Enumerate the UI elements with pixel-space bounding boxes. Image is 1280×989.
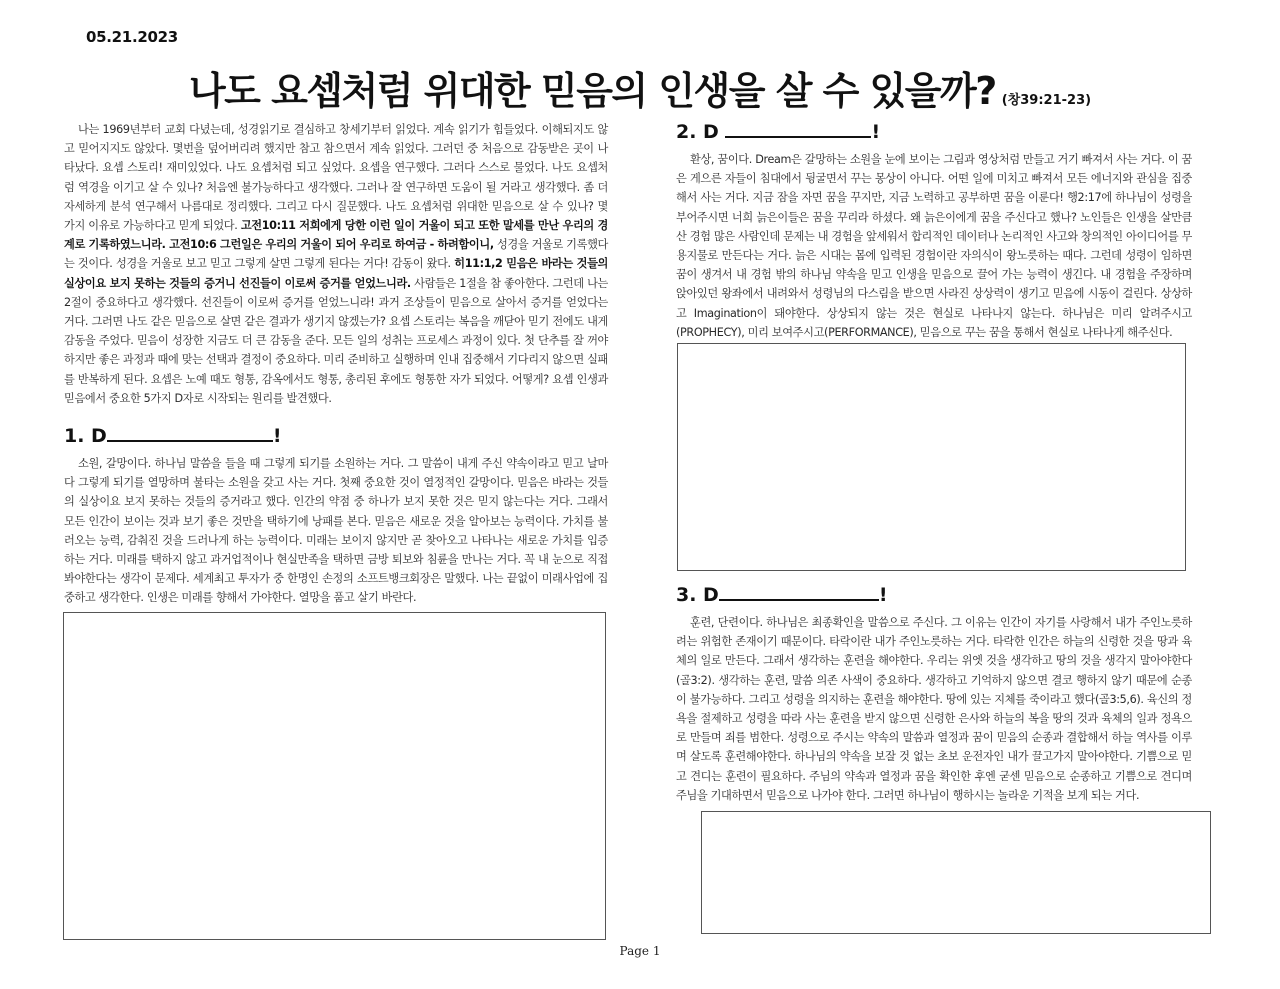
section-3-number: 3. D xyxy=(676,584,719,606)
section-3-end: ! xyxy=(878,584,888,606)
section-3-heading xyxy=(676,583,1192,609)
page-title: 나도 요셉처럼 위대한 믿음의 인생을 살 수 있을까? xyxy=(188,69,996,113)
scripture-reference: (창39:21-23) xyxy=(1001,93,1092,108)
intro-text: 나는 1969년부터 교회 다녔는데, 성경읽기로 결심하고 창세기부터 읽었다. 계속 읽기가 힘들었다. 이해되지도 않고 믿어지지도 않았다. 몇번을 덮어버리려 했지만 참고 참으면서 계속 읽었다. 그러던 중 처음으로 감동받은 곳이 나타났다. 요셉 스토리! 재미있었다. 나도 요셉처럼 되고 싶었다. 요셉을 연구했다. 그러다 스스로 물었다. 나도 요셉처럼 역경을 이기고 살 수 있나? 처음엔 불가능하다고 생각했다. 그러나 잘 연구하면 도움이 될 거라고 생각했다. 좀 더 자세하게 분석 연구해서 나름대로 정리했다. 그리고 다시 질문했다. 나도 요셉처럼 위대한 믿음으로 살 수 있나? 몇 가지 이유로 가능하다고 믿게 되었다. xyxy=(64,123,608,233)
section-3-blank xyxy=(719,583,879,601)
section-2-blank xyxy=(725,120,871,138)
date: 05.21.2023 xyxy=(86,28,178,46)
section-3-text: 훈련, 단련이다. 하나님은 최종확인을 말씀으로 주신다. 그 이유는 인간이 자기를 사랑해서 내가 주인노릇하려는 위험한 존재이기 때문이다. 타락이란 내가 주인노릇하는 거다. 타락한 인간은 하늘의 신령한 것을 땅과 육체의 일로 만든다. 그래서 생각하는 훈련을 해야한다. 우리는 위엣 것을 생각하고 땅의 것을 생각지 말아야한다(골3:2). 생각하는 훈련, 말씀 의존 사색이 중요하다. 생각하고 기억하지 않으면 결코 행하지 않기 때문에 순종이 불가능하다. 그리고 성령을 의지하는 훈련을 해야한다. 땅에 있는 지체를 죽이라고 했다(골3:5,6). 육신의 정욕을 절제하고 성령을 따라 사는 훈련을 받지 않으면 신령한 은사와 하늘의 복을 땅의 것과 육체의 일과 정욕으로 만들며 죄를 범한다. 성령으로 주시는 약속의 말씀과 열정과 꿈이 믿음의 순종과 결합해서 하늘 역사를 이루며 살도록 훈련해야한다. 하나님의 약속을 보잘 것 없는 초보 운전자인 내가 끌고가지 말아야한다. 기쁨으로 믿고 견디는 훈련이 필요하다. 주님의 약속과 열정과 꿈을 확인한 후엔 굳센 믿음으로 순종하고 기쁨으로 견디며 주님을 기대하면서 믿음으로 나가야 한다. 그러면 하나님이 행하시는 놀라운 기적을 보게 되는 거다. xyxy=(676,616,1192,802)
section-1-note-box[interactable] xyxy=(63,612,606,940)
left-column xyxy=(64,120,608,608)
section-1-text: 소원, 갈망이다. 하나님 말씀을 들을 때 그렇게 되기를 소원하는 거다. 그 말씀이 내게 주신 약속이라고 믿고 날마다 그렇게 되기를 열망하며 불타는 소원을 갖고 사는 거다. 첫째 중요한 것이 열정적인 갈망이다. 믿음은 바라는 것들의 실상이요 보지 못하는 것들의 증거라고 했다. 인간의 약점 중 하나가 보지 못한 것은 믿지 않는다는 거다. 그래서 모든 인간이 보이는 것과 보기 좋은 것만을 택하기에 낭패를 본다. 믿음은 새로운 것을 알아보는 능력이다. 가치를 불러오는 능력, 감춰진 것을 드러나게 하는 능력이다. 미래는 보이지 않지만 곧 찾아오고 나타나는 새로운 가치를 입증하는 거다. 미래를 택하지 않고 과거업적이나 현실만족을 택하면 금방 퇴보와 침륜을 만나는 거다. 꼭 내 눈으로 직접 봐야한다는 생각이 문제다. 세계최고 투자가 중 한명인 손정의 소프트뱅크회장은 말했다. 나는 끝없이 미래사업에 집중하고 생각한다. 인생은 미래를 향해서 가야한다. 열망을 품고 살기 바란다. xyxy=(64,457,608,605)
section-2 xyxy=(676,120,1192,342)
section-2-end: ! xyxy=(871,121,881,143)
section-2-text: 환상, 꿈이다. Dream은 갈망하는 소원을 눈에 보이는 그림과 영상처럼 만들고 거기 빠져서 사는 거다. 이 꿈은 게으른 자들이 침대에서 뒹굴면서 꾸는 몽상이 아니다. 어떤 일에 미치고 빠져서 모든 에너지와 관심을 집중해서 사는 거다. 지금 잠을 자면 꿈을 꾸지만, 지금 노력하고 공부하면 꿈을 이룬다! 행2:17에 하나님이 성령을 부어주시면 너희 늙은이들은 꿈을 꾸리라 하셨다. 왜 늙은이에게 꿈을 주신다고 했나? 노인들은 인생을 살만큼 산 경험 많은 사람인데 문제는 내 경험을 앞세워서 합리적인 데이터나 논리적인 사고와 창의적인 아이디어를 무용지물로 만든다는 거다. 늙은 시대는 몸에 입력된 경험이란 자의식이 왕노릇하는 때다. 그런데 성령이 임하면 꿈이 생겨서 내 경험 밖의 하나님 약속을 믿고 인생을 믿음으로 끌어 가는 능력이 생긴다. 내 경험을 주장하며 앉아있던 왕좌에서 내려와서 성령님의 다스림을 받으면 사라진 상상력이 생기고 믿음에 시동이 걸린다. 상상하고 Imagination이 돼야한다. 상상되지 않는 것은 현실로 나타나지 않는다. 하나님은 미리 알려주시고(PROPHECY), 미리 보여주시고(PERFORMANCE), 믿음으로 꾸는 꿈을 통해서 현실로 나타나게 해주신다. xyxy=(676,153,1192,339)
title-line xyxy=(0,60,1280,115)
section-2-number: 2. D xyxy=(676,121,719,143)
intro-text-2: 성경을 거울로 기록했다는 것이다. 성경을 거울로 보고 믿고 그렇게 살면 그렇게 된다는 거다! 감동이 왔다. xyxy=(64,238,608,271)
page-number: Page 1 xyxy=(619,944,661,958)
section-1-number: 1. D xyxy=(64,425,107,448)
section-3-note-box[interactable] xyxy=(701,811,1211,934)
intro-paragraph xyxy=(64,120,608,408)
intro-text-3: 사람들은 1절을 참 좋아한다. 그런데 나는 2절이 중요하다고 생각했다. 선진들이 이로써 증거를 얻었느니라! 과거 조상들이 믿음으로 살아서 증거를 얻었다는 거다. 그러면 나도 같은 믿음으로 살면 같은 결과가 생기지 않겠는가? 요셉 스토리는 복음을 깨닫아 믿기 전에도 내게 감동을 주었다. 믿음이 성장한 지금도 더 큰 감동을 준다. 모든 일의 성취는 프로세스 과정이 있다. 첫 단추를 잘 꺼야하지만 좋은 과정과 때에 맞는 선택과 결정이 중요하다. 미리 준비하고 실행하며 인내 집중해서 기다리지 않으면 실패를 반복하게 된다. 요셉은 노예 때도 형통, 감옥에서도 형통, 총리된 후에도 형통한 자가 되었다. 어떻게? 요셉 인생과 믿음에서 중요한 5가지 D자로 시작되는 원리를 발견했다. xyxy=(64,276,608,405)
intro-verse-2: 히11:1,2 믿음은 바라는 것들의 실상이요 보지 못하는 것들의 증거니 선진들이 이로써 증거를 얻었느니라. xyxy=(64,257,608,290)
section-2-heading xyxy=(676,120,1192,146)
section-1-end: ! xyxy=(272,425,282,448)
section-1-blank xyxy=(107,424,273,442)
section-2-note-box[interactable] xyxy=(677,343,1186,571)
intro-verse-1: 고전10:11 저희에게 당한 이런 일이 거울이 되고 또한 말세를 만난 우리의 경계로 기록하였느니라. 고전10:6 그런일은 우리의 거울이 되어 우리로 하여금 - 하려함이니, xyxy=(64,219,609,252)
section-3 xyxy=(676,583,1192,805)
section-1-heading xyxy=(64,424,608,450)
